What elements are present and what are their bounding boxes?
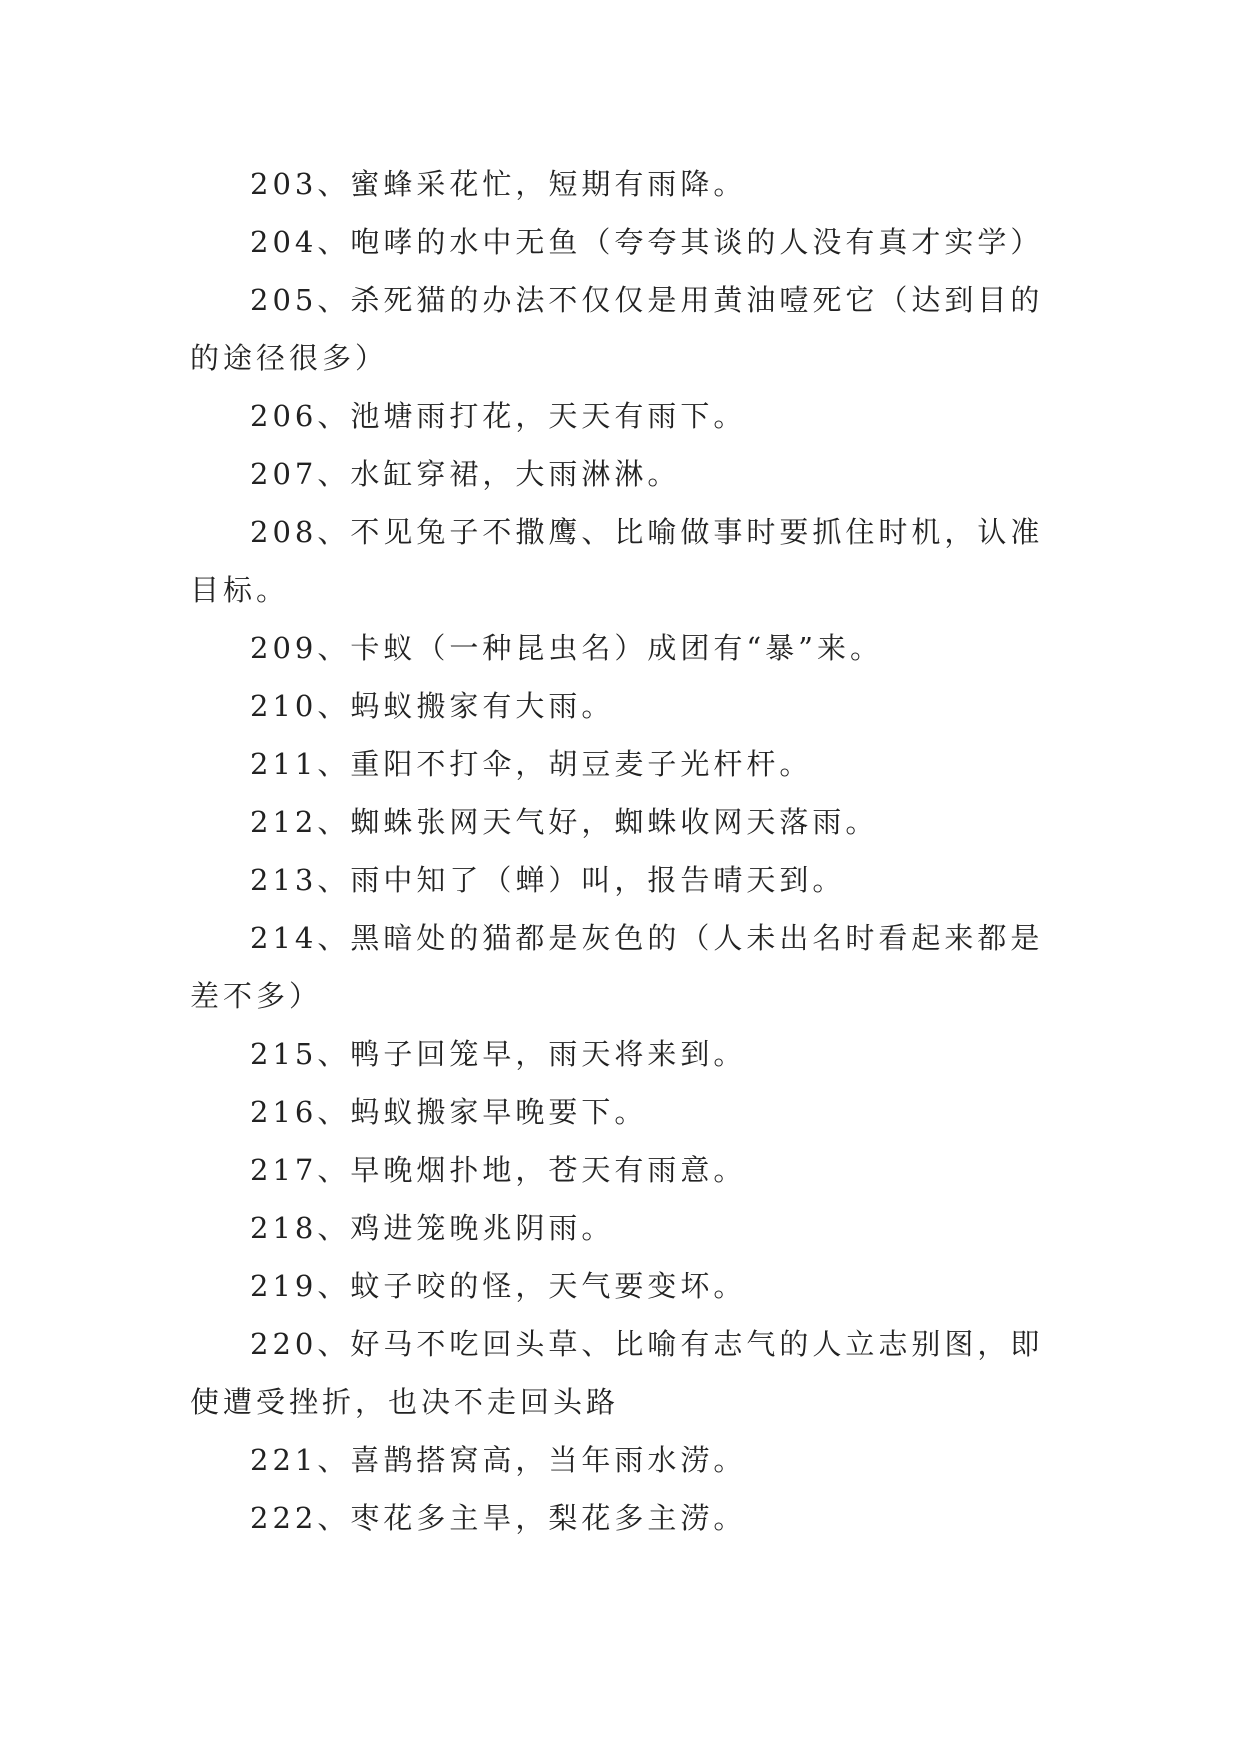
paragraph-204: 204、咆哮的水中无鱼（夸夸其谈的人没有真才实学） [250,225,1044,259]
paragraph-208: 208、不见兔子不撒鹰、比喻做事时要抓住时机，认准目标。 [190,515,1044,607]
paragraph-220: 220、好马不吃回头草、比喻有志气的人立志别图，即使遭受挫折，也决不走回头路 [190,1327,1044,1419]
paragraph-218: 218、鸡进笼晚兆阴雨。 [250,1211,615,1245]
paragraph-212: 212、蜘蛛张网天气好，蜘蛛收网天落雨。 [250,805,879,839]
paragraph-209: 209、卡蚁（一种昆虫名）成团有“暴”来。 [250,631,884,665]
document-body [190,155,1050,1547]
paragraph-219: 219、蚊子咬的怪，天气要变坏。 [250,1269,747,1303]
paragraph-222: 222、枣花多主旱，梨花多主涝。 [250,1501,747,1535]
paragraph-217: 217、早晚烟扑地，苍天有雨意。 [250,1153,747,1187]
paragraph-207: 207、水缸穿裙，大雨淋淋。 [250,457,681,491]
paragraph-215: 215、鸭子回笼早，雨天将来到。 [250,1037,747,1071]
paragraph-214: 214、黑暗处的猫都是灰色的（人未出名时看起来都是差不多） [190,921,1044,1013]
paragraph-216: 216、蚂蚁搬家早晚要下。 [250,1095,648,1129]
paragraph-211: 211、重阳不打伞，胡豆麦子光杆杆。 [250,747,813,781]
paragraph-205: 205、杀死猫的办法不仅仅是用黄油噎死它（达到目的的途径很多） [190,283,1044,375]
paragraph-221: 221、喜鹊搭窝高，当年雨水涝。 [250,1443,747,1477]
paragraph-210: 210、蚂蚁搬家有大雨。 [250,689,615,723]
paragraph-213: 213、雨中知了（蝉）叫，报告晴天到。 [250,863,846,897]
paragraph-203: 203、蜜蜂采花忙，短期有雨降。 [250,167,747,201]
paragraph-206: 206、池塘雨打花，天天有雨下。 [250,399,747,433]
